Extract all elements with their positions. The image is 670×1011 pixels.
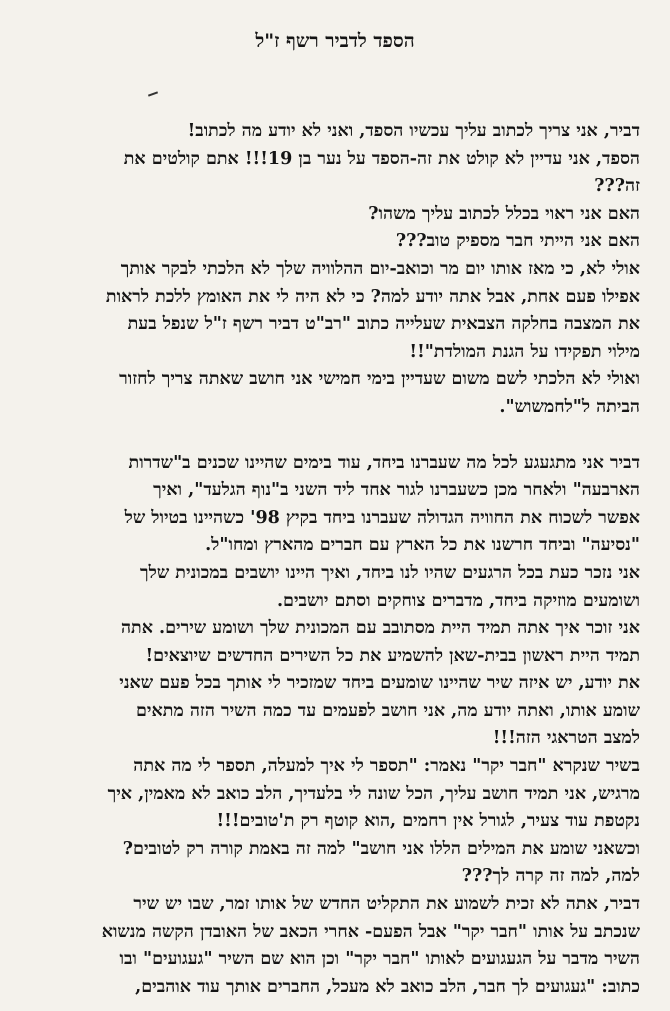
text-line: "נסיעה" וביחד חרשנו את כל הארץ עם חברים מהארץ ומחו"ל. bbox=[205, 535, 640, 556]
text-line: דביר, אני צריך לכתוב עליך עכשיו הספד, ואני לא יודע מה לכתוב! bbox=[187, 121, 640, 141]
text-line: וכשאני שומע את המילים הללו אני חושב" למה זה באמת קורה רק לטובים? bbox=[122, 838, 640, 859]
text-line: שנכתב על אותו "חבר יקר" אבל הפעם- אחרי הכאב של האובדן הקשה מנשוא bbox=[101, 921, 640, 942]
text-line: למצב הטראגי הזה!!! bbox=[492, 728, 640, 749]
text-line: נקטפת עוד צעיר, לגורל אין רחמים ,הוא קוטף רק ת'טובים!!! bbox=[216, 811, 640, 832]
text-line: מרגיש, אני תמיד חושב עליך, הכל שונה לי בלעדיך, הלב כואב לא מאמין, איך bbox=[107, 783, 640, 804]
text-line: זה??? bbox=[594, 176, 640, 197]
paragraph-gap bbox=[14, 422, 640, 450]
text-line: שומע אותו, ואתה יודע מה, אני חושב לפעמים עד כמה השיר הזה מתאים bbox=[135, 700, 640, 721]
eulogy-body bbox=[14, 118, 640, 1001]
text-line: דביר, אתה לא זכית לשמוע את התקליט החדש של אותו זמר, שבו יש שיר bbox=[133, 894, 640, 915]
text-line: מילוי תפקידו על הגנת המולדת"!! bbox=[409, 341, 640, 362]
text-line: ואולי לא הלכתי לשם משום שעדיין בימי חמישי אני חושב שאתה צריך לחזור bbox=[119, 369, 640, 390]
text-line: תמיד היית ראשון בבית-שאן להשמיע את כל השירים החדשים שיוצאים! bbox=[145, 645, 640, 666]
text-line: הביתה ל"לחמשוש". bbox=[499, 396, 640, 417]
text-line: אני זוכר איך אתה תמיד היית מסתובב עם המכונית שלך ושומע שירים. אתה bbox=[120, 618, 640, 639]
text-line: דביר אני מתגעגע לכל מה שעברנו ביחד, עוד בימים שהיינו שכנים ב"שדרות bbox=[128, 452, 640, 473]
text-line: אני נזכר כעת בכל הרגעים שהיו לנו ביחד, ואיך היינו יושבים במכונית שלך bbox=[140, 562, 640, 583]
text-line: אולי לא, כי מאז אותו יום מר וכואב-יום ההלוויה שלך לא הלכתי לבקר אותך bbox=[120, 258, 640, 279]
text-line: האם אני הייתי חבר מספיק טוב??? bbox=[395, 231, 640, 252]
text-line: הארבעה" ולאחר מכן כשעברנו לגור אחד ליד השני ב"נוף הגלעד", ואיך bbox=[153, 480, 640, 501]
paragraph-1 bbox=[14, 118, 640, 422]
text-line: ושומעים מוזיקה ביחד, מדברים צוחקים וסתם יושבים. bbox=[276, 590, 640, 611]
text-line: את המצבה בחלקה הצבאית שעלייה כתוב "רב"ט דביר רשף ז"ל שנפל בעת bbox=[127, 314, 640, 335]
text-line: כתוב: "געגועים לך חבר, הלב כואב לא מעכל, החברים אותך עוד אוהבים, bbox=[135, 976, 640, 997]
text-line: אפילו פעם אחת, אבל אתה יודע למה? כי לא היה לי את האומץ ללכת לראות bbox=[105, 286, 640, 307]
paragraph-2 bbox=[14, 450, 640, 1002]
scan-speck bbox=[148, 91, 158, 96]
text-line: בשיר שנקרא "חבר יקר" נאמר: "תספר לי איך למעלה, תספר לי מה אתה bbox=[133, 756, 640, 777]
text-line: הספד, אני עדיין לא קולט את זה-הספד על נער בן 19!!! אתם קולטים את bbox=[123, 148, 640, 169]
text-line: למה, למה זה קרה לך??? bbox=[461, 866, 640, 887]
text-line: את יודע, יש איזה שיר שהיינו שומעים ביחד שמזכיר לי אותך בכל פעם שאני bbox=[119, 673, 640, 694]
text-line: האם אני ראוי בכלל לכתוב עליך משהו? bbox=[368, 203, 640, 224]
text-line: אפשר לשכוח את החוויה הגדולה שעברנו ביחד בקיץ 98' כשהיינו בטיול של bbox=[124, 507, 640, 528]
eulogy-title: הספד לדביר רשף ז"ל bbox=[255, 30, 415, 52]
text-line: השיר מדבר על הגעגועים לאותו "חבר יקר" וכן הוא שם השיר "געגועים" ובו bbox=[119, 949, 640, 970]
